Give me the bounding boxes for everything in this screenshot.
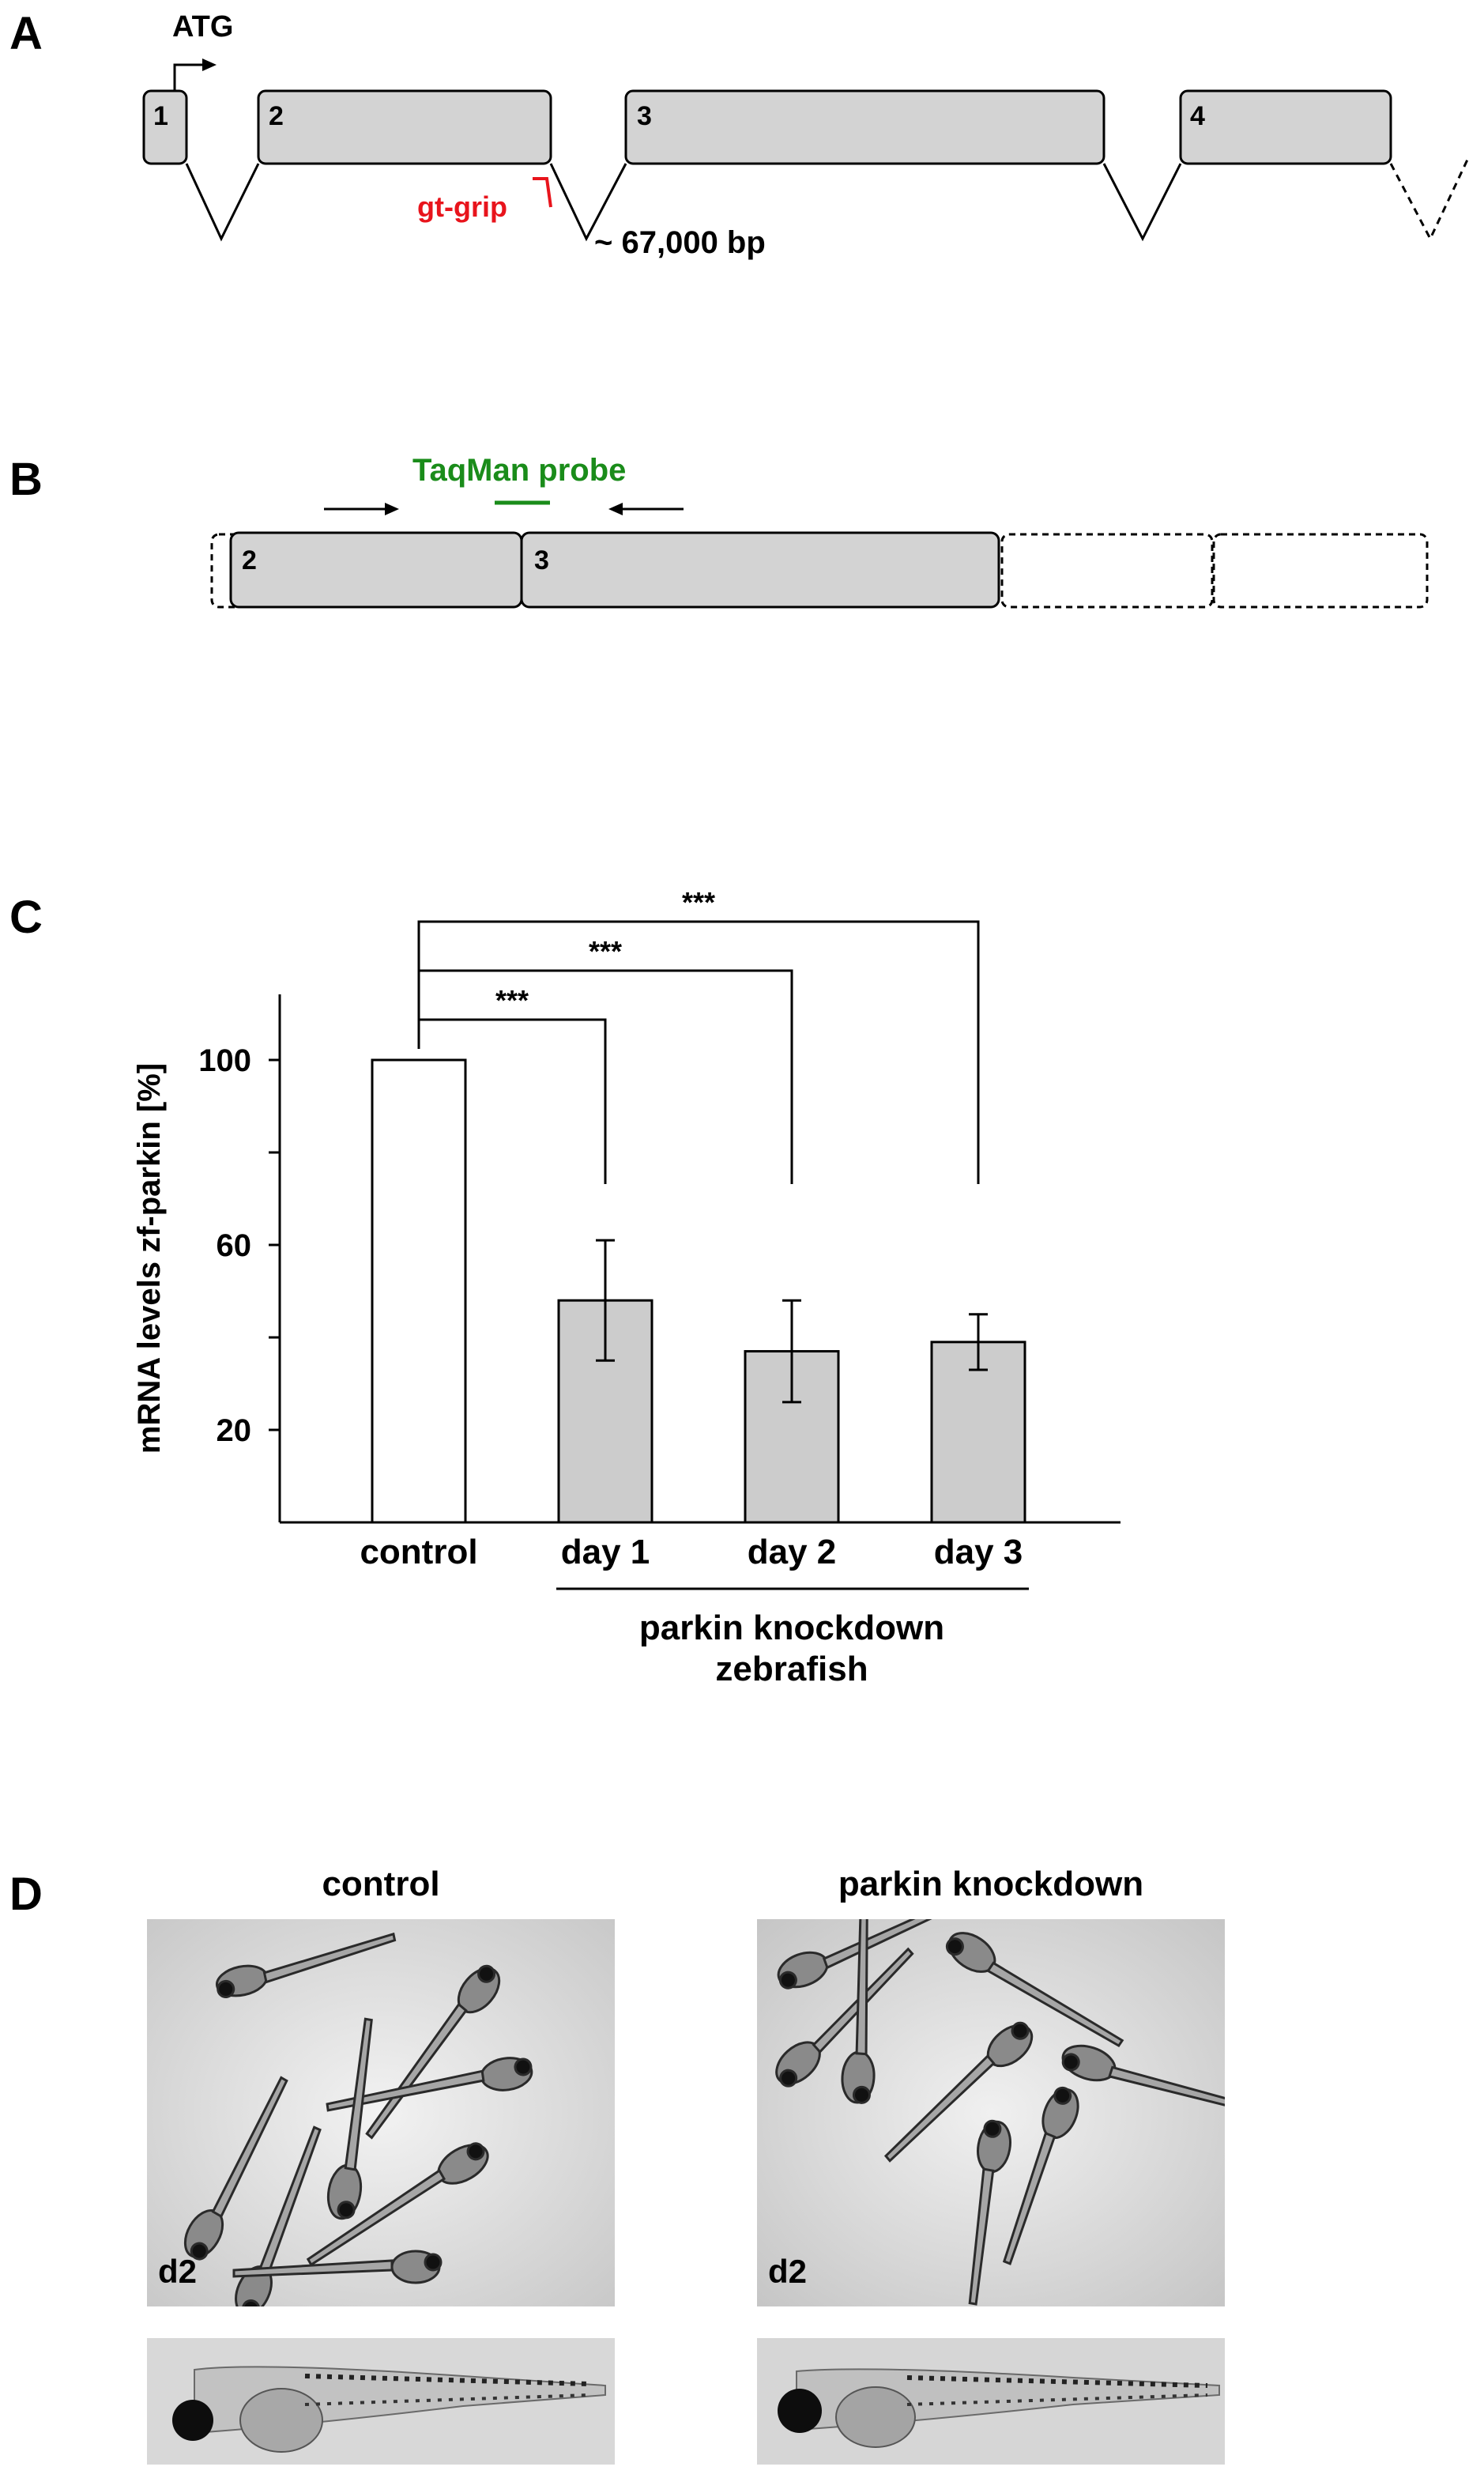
knockdown-larva-closeup xyxy=(757,2338,1225,2465)
exon-5-dashed xyxy=(1214,534,1427,607)
panel-label-d: D xyxy=(9,1869,43,1920)
control-day-label: d2 xyxy=(158,2253,198,2290)
knockdown-day-label: d2 xyxy=(768,2253,808,2290)
transcript-exon-3-label: 3 xyxy=(534,545,549,575)
intron-size-label: ~ 67,000 bp xyxy=(594,225,766,260)
exon-4-label: 4 xyxy=(1190,101,1205,131)
x-tick-label: day 1 xyxy=(560,1533,650,1571)
significance-label: *** xyxy=(495,984,529,1016)
start-arrow-head xyxy=(202,58,217,71)
transcript-exon-2 xyxy=(231,533,522,607)
exon-4-dashed xyxy=(1002,534,1212,607)
control-group-photo xyxy=(147,1919,615,2306)
y-axis-label: mRNA levels zf-parkin [%] xyxy=(132,1062,167,1454)
reverse-primer-head xyxy=(608,503,623,515)
group-label-line1: parkin knockdown xyxy=(638,1609,945,1647)
forward-primer-head xyxy=(385,503,399,515)
morpholino-mark xyxy=(533,179,551,207)
x-tick-labels xyxy=(360,1533,1023,1571)
significance-brackets xyxy=(419,886,978,1184)
exon-4 xyxy=(1181,91,1391,164)
exon-1-label: 1 xyxy=(153,101,168,131)
exon-3 xyxy=(626,91,1104,164)
knockdown-title: parkin knockdown xyxy=(838,1865,1144,1903)
exon-2-label: 2 xyxy=(269,101,284,131)
transcript-exon-2-label: 2 xyxy=(242,545,257,575)
exon-3-label: 3 xyxy=(637,101,652,131)
y-tick-label: 60 xyxy=(216,1228,251,1263)
atg-label: ATG xyxy=(172,10,234,43)
y-ticks xyxy=(198,1043,280,1448)
significance-label: *** xyxy=(681,886,716,918)
group-label-line2: zebrafish xyxy=(715,1650,868,1688)
bar-control xyxy=(372,1060,465,1522)
intron-4-partial xyxy=(1391,158,1468,239)
panel-label-a: A xyxy=(9,8,43,59)
bar-chart xyxy=(132,886,1121,1688)
y-tick-label: 100 xyxy=(198,1043,251,1078)
significance-bracket xyxy=(419,922,978,1184)
exon-1 xyxy=(144,91,186,164)
error-bars xyxy=(596,1240,988,1402)
intron-3 xyxy=(1104,164,1181,239)
exon-2 xyxy=(258,91,551,164)
x-tick-label: day 3 xyxy=(933,1533,1023,1571)
transcript-exon-3 xyxy=(522,533,999,607)
x-tick-label: control xyxy=(360,1533,478,1571)
knockdown-group-photo xyxy=(757,1919,1225,2306)
morpholino-label: gt-grip xyxy=(417,190,507,223)
control-larva-closeup xyxy=(147,2338,615,2465)
panel-label-b: B xyxy=(9,454,43,505)
y-tick-label: 20 xyxy=(216,1413,251,1448)
significance-label: *** xyxy=(588,935,623,967)
panel-label-c: C xyxy=(9,892,43,943)
x-tick-label: day 2 xyxy=(747,1533,837,1571)
bars xyxy=(372,1060,1025,1522)
probe-label: TaqMan probe xyxy=(412,453,627,488)
control-title: control xyxy=(322,1865,440,1903)
intron-1 xyxy=(186,164,258,239)
